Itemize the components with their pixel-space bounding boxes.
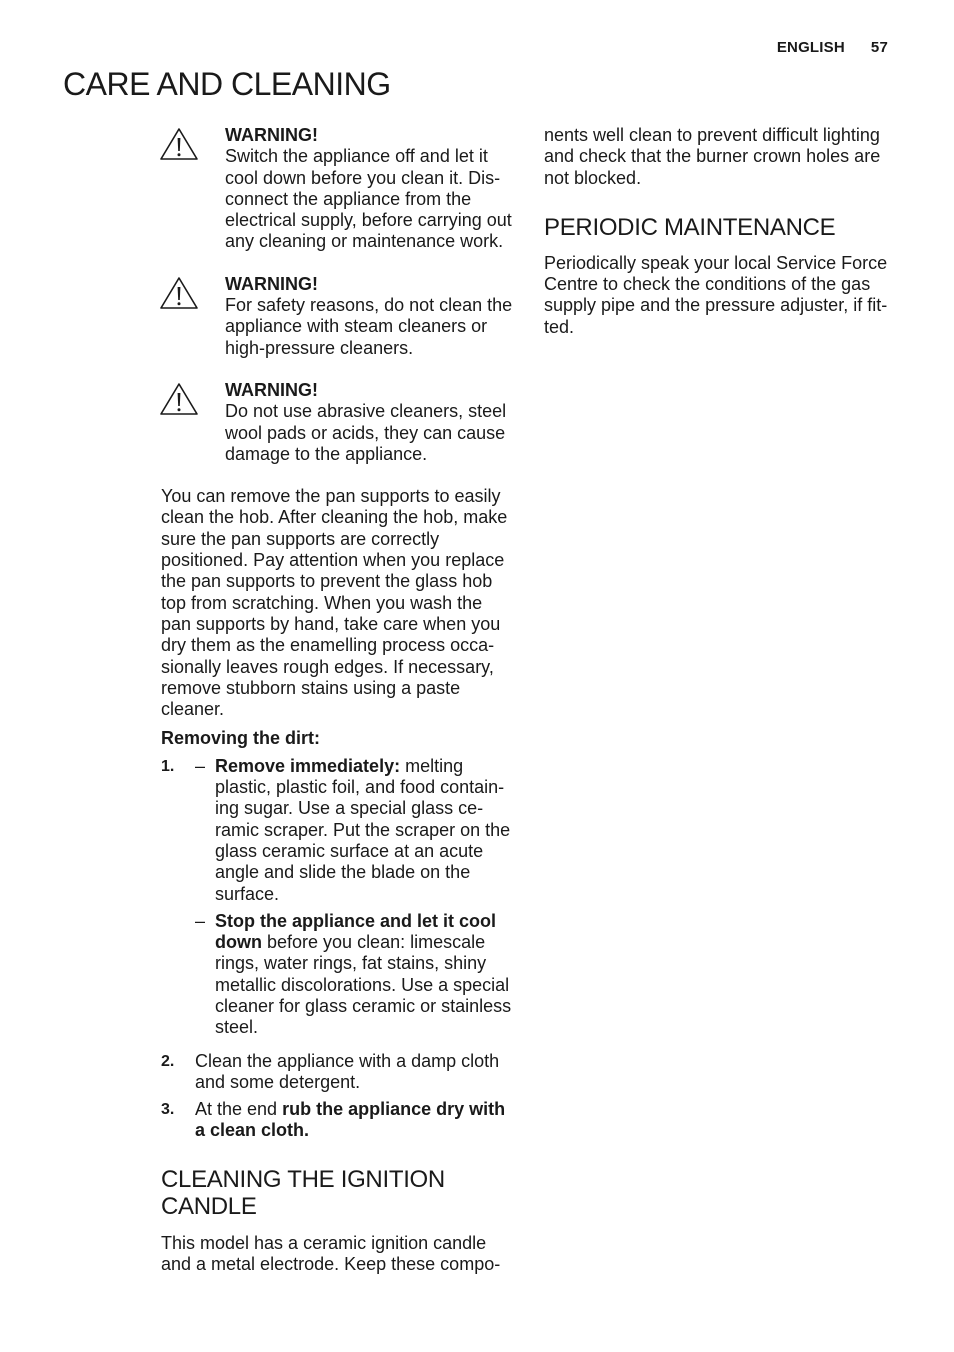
header-language: ENGLISH xyxy=(776,39,845,56)
step-number: 2. xyxy=(161,1052,175,1070)
sub-item-bold: Stop the appliance and let it cool down xyxy=(215,910,497,953)
ignition-text-part1: This model has a ceramic ignition candle and a metal electrode. Keep these compo- xyxy=(161,1232,501,1275)
step-text: At the end xyxy=(195,1099,283,1120)
step-number: 1. xyxy=(161,757,175,775)
warning-text: Switch the appliance off and let it cool down before you clean it. Dis-connect the appliance from the electrical supply, before carrying out any cleaning or maintenance work. xyxy=(225,146,512,252)
warning-triangle-icon xyxy=(159,276,199,310)
sub-item xyxy=(195,911,516,1039)
list-item xyxy=(161,756,516,1045)
intro-paragraph: You can remove the pan supports to easily clean the hob. After cleaning the hob, make sure the pan supports are correctly positioned. Pay attention when you replace the pan supports to prevent the glass hob top from scratching. When you wash the pan supports by hand, take care when you dry them as the enamelling process occa-sionally leaves rough edges. If necessary, remove stubborn stains using a paste cleaner. xyxy=(161,486,508,720)
ignition-heading: CLEANING THE IGNITION CANDLE xyxy=(161,1165,445,1220)
periodic-heading: PERIODIC MAINTENANCE xyxy=(544,213,836,241)
warning-text: Do not use abrasive cleaners, steel wool pads or acids, they can cause damage to the appliance. xyxy=(225,401,507,464)
page-number: 57 xyxy=(870,39,888,56)
step-number: 3. xyxy=(161,1101,175,1119)
removing-dirt-heading: Removing the dirt: xyxy=(161,728,321,749)
warning-title: WARNING! xyxy=(225,379,318,400)
warning-title: WARNING! xyxy=(225,273,318,294)
warning-text: For safety reasons, do not clean the appliance with steam cleaners or high-pressure cleaners. xyxy=(225,295,513,358)
sub-item xyxy=(195,756,516,905)
page-title: CARE AND CLEANING xyxy=(63,66,391,102)
step-bold: rub the appliance dry with a clean cloth. xyxy=(195,1099,506,1141)
dash-marker: – xyxy=(195,910,206,931)
sub-item-text: melting plastic, plastic foil, and food contain-ing sugar. Use a special glass ce-ramic scraper. Put the scraper on the glass ceramic surface at an acute angle and slide the blade on the surface. xyxy=(215,755,511,904)
dash-marker: – xyxy=(195,755,206,776)
sub-item-text: before you clean: limescale rings, water rings, fat stains, shiny metallic discolorations. Use a special cleaner for glass ceramic or stainless steel. xyxy=(215,932,512,1038)
right-column xyxy=(544,125,896,338)
cleaning-steps-list xyxy=(161,756,516,1142)
step-text: Clean the appliance with a damp cloth and some detergent. xyxy=(195,1050,500,1092)
ignition-text-part2: nents well clean to prevent difficult lighting and check that the burner crown holes are not blocked. xyxy=(544,125,881,188)
warning-block xyxy=(161,274,516,359)
periodic-text: Periodically speak your local Service Force Centre to check the conditions of the gas supply pipe and the pressure adjuster, if fit-ted. xyxy=(544,252,888,337)
warning-title: WARNING! xyxy=(225,125,318,145)
list-item xyxy=(161,1099,516,1142)
warning-block xyxy=(161,380,516,465)
list-item xyxy=(161,1051,516,1094)
warning-block xyxy=(161,125,516,253)
page-header xyxy=(777,39,888,56)
warning-triangle-icon xyxy=(159,382,199,416)
sub-item-bold: Remove immediately: xyxy=(215,755,401,776)
warning-triangle-icon xyxy=(159,127,199,161)
left-column xyxy=(161,125,516,1275)
